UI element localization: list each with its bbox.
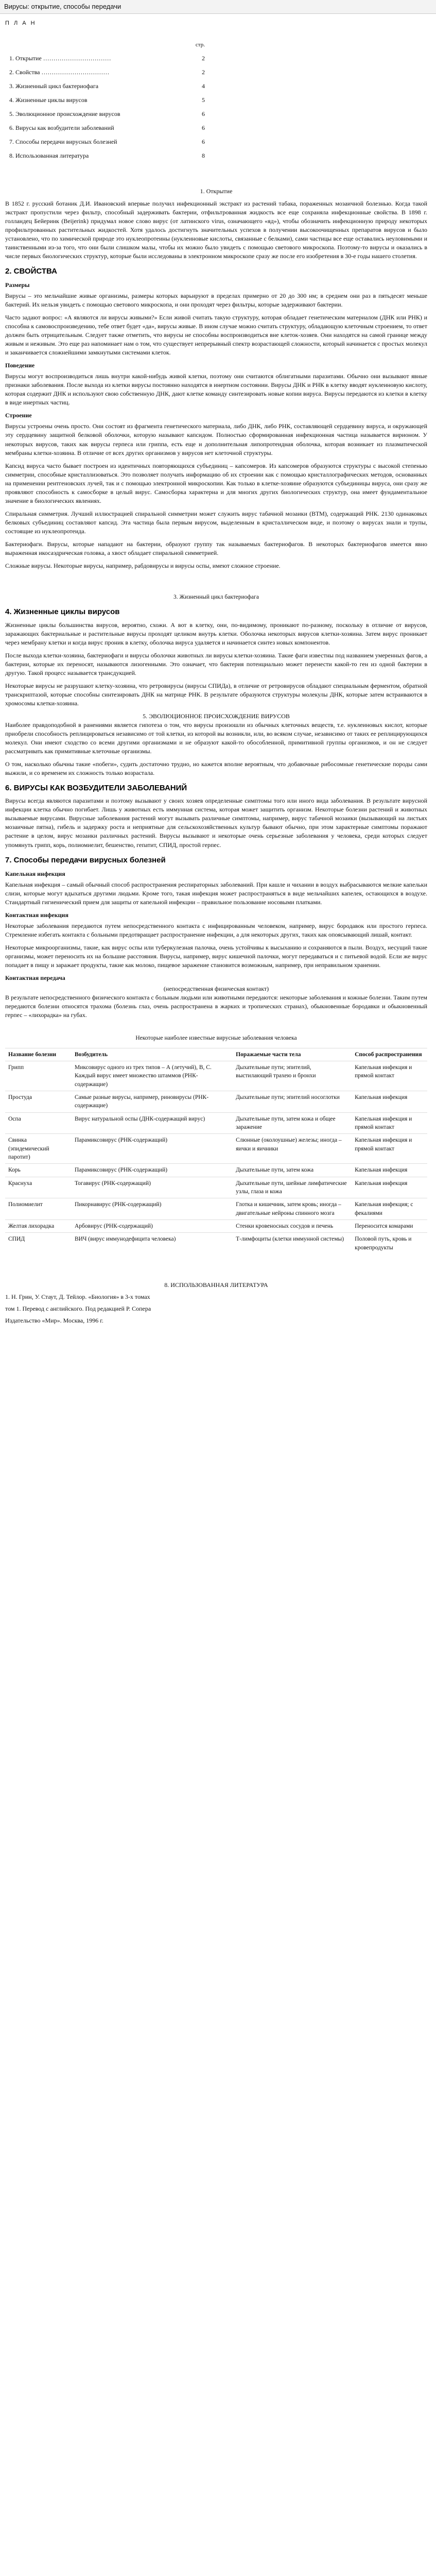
toc-item-page: 6 [202, 124, 205, 132]
table-header-cell: Поражаемые части тела [233, 1048, 352, 1061]
toc-item[interactable] [9, 68, 205, 77]
toc-item-label: 1. Открытие …………………………… [9, 55, 111, 62]
subheading-droplet: Капельная инфекция [5, 870, 65, 877]
paragraph: После выхода клетки-хозяина, бактериофаги и вирусы оболочки животных ли вирусы клетки-хозяина. Такие фаги известны под названием умеренных фагов, а бактерии, которые их переносят, называются лизогенными. Это означает, что бактерия потенциально может перенести какой-то ген из одной бактерии в другую. Такой процесс называется трансдукцией. [5, 651, 427, 676]
table-row [5, 1112, 427, 1134]
subheading-contact: Контактная инфекция [5, 911, 68, 919]
toc-item-page: 8 [202, 152, 205, 160]
toc-item-label: 6. Вирусы как возбудители заболеваний [9, 124, 114, 132]
table-cell: Дыхательные пути, затем кожа и общее заражение [233, 1112, 352, 1134]
table-header-cell: Способ распространения [352, 1048, 427, 1061]
table-cell: Желтая лихорадка [5, 1219, 72, 1232]
table-cell: Свинка (эпидемический паротит) [5, 1134, 72, 1164]
section-2-title: 2. СВОЙСТВА [5, 266, 57, 276]
table-cell: Дыхательные пути; эпителий, выстилающий трахею и бронхи [233, 1061, 352, 1091]
toc-item[interactable] [9, 82, 205, 91]
table-cell: Вирус натуральной оспы (ДНК-содержащий вирус) [72, 1112, 233, 1134]
table-row [5, 1061, 427, 1091]
toc-item-label: 5. Эволюционное происхождение вирусов [9, 110, 120, 118]
document-content [5, 20, 427, 1328]
toc-item-page: 2 [202, 55, 205, 62]
subheading-behavior: Поведение [5, 362, 35, 369]
toc-item-label: 7. Способы передачи вирусных болезней [9, 138, 117, 146]
paragraph: Бактериофаги. Вирусы, которые нападают на бактерии, образуют группу так называемых бактериофагов. В некоторых бактериофагов имеется явно выраженная икосаэдрическая головка, а хвост обладает спиральной симметрией. [5, 540, 427, 556]
paragraph: Вирусы – это мельчайшие живые организмы, размеры которых варьируют в пределах примерно от 20 до 300 нм; в среднем они раз в пятьдесят меньше бактерий. Их нельзя увидеть с помощью светового микроскопа, и они проходят через фильтры, которые задерживают бактерии. [5, 292, 427, 309]
paragraph: Наиболее правдоподобной в ранениями является гипотеза о том, что вирусы произошли из обычных клеточных веществ, т.е. нуклеиновых кислот, которые приобрели способность реплицироваться независимо от той клетки, из которой вы возникли, или, во всяком случае, независимо от таких ее реплицирующихся молекул. Они имеют сходство со всеми другими организмами и не образуют какой-то обособленной, примитивной группы организмов, и он не следует рассматривать как примитивные клеточные организмы. [5, 721, 427, 755]
table-cell: Капельная инфекция [352, 1177, 427, 1198]
toc-item[interactable] [9, 110, 205, 118]
paragraph: Вирусы всегда являются паразитами и поэтому вызывают у своих хозяев определенные симптомы того или иного вида заболевания. В результате вирусной инфекции клетка обычно погибает. Лишь у животных есть иммунная система, которая может защитить организм. Некоторые болезни растений и животных вызываемые вирусами. Вирусные заболевания растений могут вызывать различные симптомы, например, вирус табачной мозаики (вызывающий на листьях мозаичные пятна), гибель и задержку роста и неприятные для сельскохозяйственных культур бывают обычно, при этом характерные симптомы поражают растение в целом, вирус мозаики различных растений. Вирусы вызывают и некоторые очень серьезные заболевания у человека, среди которых следует упомянуть грипп, корь, полиомиелит, бешенство, гепатит, СПИД, простой герпес. [5, 797, 427, 849]
table-cell: Половой путь, кровь и кровепродукты [352, 1233, 427, 1254]
contact-note: (непосредственная физическая контакт) [163, 985, 269, 993]
table-cell: Грипп [5, 1061, 72, 1091]
table-cell: Парамиксовирус (РНК-содержащий) [72, 1164, 233, 1177]
paragraph: Капельная инфекция – самый обычный способ распространения респираторных заболеваний. При кашле и чихании в воздух выбрасываются мелкие капельки слизи, которые могут вдыхаться другими людьми. Кроме того, такая инфекция может распространяться в виде мельчайших капелек, остающихся в воздухе. Стандартный гигиенический прием для защиты от капельной инфекции – правильное пользование носовыми платками. [5, 880, 427, 906]
paragraph: Сложные вирусы. Некоторые вирусы, например, рабдовирусы и вирусы оспы, имеют сложное строение. [5, 562, 281, 569]
table-cell: Стенки кровеносных сосудов и печень [233, 1219, 352, 1232]
paragraph: В 1852 г. русский ботаник Д.И. Ивановский впервые получил инфекционный экстракт из растений табака, пораженных мозаичной болезнью. Когда такой экстракт пропустили через фильтр, способный задерживать бактерии, отфильтрованная жидкость все еще сохраняла инфекционные свойства. В 1898 г. голландец Бейеринк (Beijerink) придумал новое слово вирус (от латинского virus, означающего «яд»), чтобы обозначить инфекционную природу некоторых профильтрованных растительных жидкостей. Хотя удалось достигнуть значительных успехов в получении высокоочищенных препаратов вирусов и было установлено, что по химической природе это нуклеопротеины (нуклеиновые кислоты, связанные с белками), сами частицы все еще оставались неуловимыми и таинственными из-за того, что они были слишком малы, чтобы их можно было увидеть с помощью светового микроскопа. Поэтому-то вирусы и оказались в числе первых биологических структур, которые были исследованы в электронном микроскопе сразу же после его изобретения в 30-е годы нашего столетия. [5, 199, 427, 260]
table-cell: Корь [5, 1164, 72, 1177]
paragraph: Некоторые вирусы не разрушают клетку-хозяина, что ретровирусы (вирусы СПИДа), в отличие от ретровирусов обладают специальным ферментом, обратной транскриптазой, которые способны синтезировать ДНК на матрице РНК. В результате образуются структуры молекулы ДНК, которые затем встраиваются в хромосомы клетки-хозяина. [5, 682, 427, 707]
plan-heading: П Л А Н [5, 20, 37, 26]
table-cell: Капельная инфекция и прямой контакт [352, 1061, 427, 1091]
paragraph: В результате непосредственного физического контакта с больным людьми или животными передаются: некоторые заболевания и кожные болезни. Таким путем передаются болезни относятся трахома (болезнь глаз, очень распространена в жарких и тропических странах), обыкновенные бородавки и обыкновенный герпес – «лихорадка» на губах. [5, 994, 427, 1019]
paragraph: Некоторые заболевания передаются путем непосредственного контакта с инфицированным человеком, например, вирус бородавок или простого герпеса. Стремление избегать контакта с больными предотвращает распространение инфекции, а для некоторых других, таких как опоясывающий лишай, контакт. [5, 922, 427, 939]
paragraph: Жизненные циклы большинства вирусов, вероятно, схожи. А вот в клетку, они, по-видимому, проникают по-разному, поскольку в отличие от вирусов, заражающих бактериальные и растительные вирусы проходят целиком внутрь клетки. Оболочка некоторых вирусов клетки-хозяина. Затем вирус проникает через мембрану клетки и когда вирус проник в клетку, оболочка вируса удаляется и начинается синтез новых компонентов. [5, 621, 427, 646]
subheading-contact-transfer: Контактная передача [5, 974, 65, 982]
reference-line: Издательство «Мир». Москва, 1996 г. [5, 1316, 103, 1324]
paragraph: О том, насколько обычны такие «побеги», судить достаточно трудно, но кажется вполне вероятным, что добавочные рибосомные генетические породы сами выжили, и со временем их сложность только возрастала. [5, 760, 427, 777]
paragraph: Некоторые микроорганизмы, такие, как вирус оспы или туберкулезная палочка, очень устойчивы к высыханию и сохраняются в пыли. Воздух, несущий такие организмы, может переносить их на большие расстояния. Вирусы, например, вирус кишечной палочки, могут передаваться и с питьевой водой. Если же вирус попадает в пищу и заражает продукты, такие как молоко, пищевое заражение становится возможным, например, при неправильном хранении. [5, 944, 427, 969]
table-cell: ВИЧ (вирус иммунодефицита человека) [72, 1233, 233, 1254]
disease-table [5, 1048, 427, 1254]
table-cell: Слюнные (околоушные) железы; иногда – яички и яичники [233, 1134, 352, 1164]
table-header-cell: Название болезни [5, 1048, 72, 1061]
table-cell: Дыхательные пути, шейные лимфатические узлы, глаза и кожа [233, 1177, 352, 1198]
table-caption: Некоторые наиболее известные вирусные заболевания человека [135, 1035, 297, 1042]
reference-line: 1. Н. Грин, У. Стаут, Д. Тейлор. «Биология» в 3-х томах [5, 1293, 150, 1300]
table-row [5, 1134, 427, 1164]
title-bar [0, 0, 436, 14]
table-cell: Капельная инфекция и прямой контакт [352, 1134, 427, 1164]
table-cell: Оспа [5, 1112, 72, 1134]
table-row [5, 1233, 427, 1254]
table-cell: Капельная инфекция; с фекалиями [352, 1198, 427, 1220]
paragraph: Спиральная симметрия. Лучший иллюстрацией спиральной симметрии может служить вирус табачной мозаики (ВТМ), содержащий РНК. 2130 одинаковых белковых субъединиц составляют капсид. Эта частица была первым вирусом, выделенным в кристаллическом виде, и поэтому о вирусах знали и трупы, состоящие из нуклеопротеида. [5, 510, 427, 535]
table-cell: Т-лимфоциты (клетки иммунной системы) [233, 1233, 352, 1254]
figure-caption: 3. Жизненный цикл бактериофага [173, 594, 259, 600]
table-cell: Парамиксовирус (РНК-содержащий) [72, 1134, 233, 1164]
table-cell: Миксовирус одного из трех типов – А (летучий), В, С. Каждый вирус имеет множество штаммов (РНК-содержащие) [72, 1061, 233, 1091]
table-cell: Краснуха [5, 1177, 72, 1198]
table-row [5, 1164, 427, 1177]
toc-item[interactable] [9, 54, 205, 63]
table-cell: Капельная инфекция [352, 1164, 427, 1177]
toc-item-page: 2 [202, 69, 205, 76]
toc-item-page: 4 [202, 82, 205, 90]
table-cell: Полиомиелит [5, 1198, 72, 1220]
window-title: Вирусы: открытие, способы передачи [4, 3, 121, 10]
table-cell: Капельная инфекция [352, 1091, 427, 1112]
toc-item-label: 3. Жизненный цикл бактериофага [9, 82, 99, 90]
references-title: 8. ИСПОЛЬЗОВАННАЯ ЛИТЕРАТУРА [164, 1281, 268, 1289]
subheading-structure: Строение [5, 412, 32, 419]
disease-table-wrapper [5, 1048, 427, 1254]
section-6-title: 6. ВИРУСЫ КАК ВОЗБУДИТЕЛИ ЗАБОЛЕВАНИЙ [5, 784, 187, 793]
table-cell: СПИД [5, 1233, 72, 1254]
toc-item-page: 6 [202, 138, 205, 146]
table-cell: Капельная инфекция и прямой контакт [352, 1112, 427, 1134]
toc-item[interactable] [9, 96, 205, 105]
subheading-sizes: Размеры [5, 281, 30, 289]
table-cell: Переносится комарами [352, 1219, 427, 1232]
toc-item-label: 2. Свойства …………………………… [9, 69, 110, 76]
table-row [5, 1198, 427, 1220]
table-cell: Дыхательные пути, затем кожа [233, 1164, 352, 1177]
toc-header: стр. [195, 41, 205, 48]
table-cell: Арбовирус (РНК-содержащий) [72, 1219, 233, 1232]
table-of-contents [9, 41, 205, 161]
table-row [5, 1219, 427, 1232]
table-row [5, 1177, 427, 1198]
paragraph: Вирусы устроены очень просто. Они состоят из фрагмента генетического материала, либо ДНК, либо РНК, составляющей сердцевину вируса, и окружающей эту сердцевину защитной белковой оболочки, которую называют капсидом. Полностью сформированная инфекционная частица называется вирионом. У некоторых вирусов, таких как вирусы герпеса или гриппа, есть еще и дополнительная липопротеидная оболочка, которая возникает из плазматической мембраны клетки-хозяина. В отличие от всех других организмов у вирусов нет клеточной структуры. [5, 422, 427, 456]
paragraph: Вирусы могут воспроизводиться лишь внутри какой-нибудь живой клетки, поэтому они считаются облигатными паразитами. Обычно они вызывают явные признаки заболевания. После выхода из клетки вирусы постоянно находятся в инертном состоянии. Вирусы ДНК и РНК в клетку вводят нуклеиновую кислоту, которая содержит ДНК и используют свою собственную ДНК, дают клетке команду синтезировать новые копии вируса. Вирусы передаются из клетки в клетку в виде инертных частиц. [5, 372, 427, 406]
section-7-title: 7. Способы передачи вирусных болезней [5, 855, 166, 865]
paragraph: Капсид вируса часто бывает построен из идентичных повторяющихся субъединиц – капсомеров. Из капсомеров образуются структуры с высокой степенью симметрии, способные кристаллизоваться. Это позволяет получать информацию об их строении как с помощью кристаллографических методов, основанных на применении рентгеновских лучей, так и с помощью электронной микроскопии. Как только в клетке-хозяине образуются субъединицы вируса, они сразу же проявляют способность к самосборке в целый вирус. Самосборка характерна и для многих других биологических структур, она имеет фундаментальное значение в биологических явлениях. [5, 462, 427, 504]
table-cell: Пикорнавирус (РНК-содержащий) [72, 1198, 233, 1220]
reference-line: том 1. Перевод с английского. Под редакцией Р. Сопера [5, 1304, 151, 1312]
toc-item-label: 8. Использованная литература [9, 152, 89, 160]
toc-item-page: 6 [202, 110, 205, 118]
section-4-title: 4. Жизненные циклы вирусов [5, 607, 120, 617]
references-list [5, 1293, 427, 1325]
table-header-cell: Возбудитель [72, 1048, 233, 1061]
toc-item-label: 4. Жизненные циклы вирусов [9, 96, 88, 104]
toc-item[interactable] [9, 151, 205, 160]
table-cell: Дыхательные пути; эпителий носоглотки [233, 1091, 352, 1112]
table-cell: Тогавирус (РНК-содержащий) [72, 1177, 233, 1198]
table-cell: Простуда [5, 1091, 72, 1112]
paragraph: Часто задают вопрос: «А являются ли вирусы живыми?» Если живой считать такую структуру, которая обладает генетическим материалом (ДНК или РНК) и способна к самовоспроизведению, тебе ответ будет «да», вирусы живые. В ином случае можно считать структуру, обладающую клеточным строением, то ответ должен быть отрицательным. Следует также отметить, что вирусы не способны воспроизводиться вне клеток-хозяев. Они находятся на самой границе между живым и неживым. Это еще раз напоминает нам о том, что существует непрерывный спектр возрастающей сложности, который начинается с простых молекул и заканчивается сложнейшими замкнутыми системами клеток. [5, 314, 427, 357]
toc-item-page: 5 [202, 96, 205, 104]
table-cell: Глотка и кишечник, затем кровь; иногда – двигательные нейроны спинного мозга [233, 1198, 352, 1220]
table-cell: Самые разные вирусы, например, риновирусы (РНК-содержащие) [72, 1091, 233, 1112]
subsection-title: 5. ЭВОЛЮЦИОННОЕ ПРОИСХОЖДЕНИЕ ВИРУСОВ [143, 712, 290, 720]
table-row [5, 1091, 427, 1112]
toc-item[interactable] [9, 124, 205, 132]
section-1-title: 1. Открытие [200, 188, 233, 195]
toc-item[interactable] [9, 138, 205, 146]
